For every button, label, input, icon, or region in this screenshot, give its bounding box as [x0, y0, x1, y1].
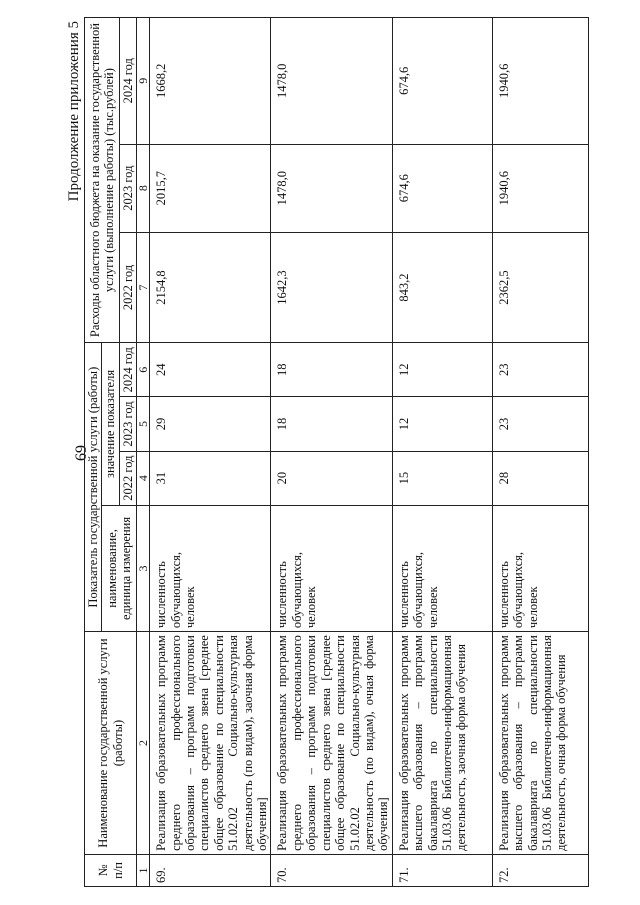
expense-2024: 1668,2	[150, 18, 271, 145]
service-name: Реализация образовательных программ среднего профессионального образования – программ подготовки специалистов среднего звена [среднее общее образование по специальности 51.02.02 Социально-культурная деятельность (по видам), заочная форма обучения]	[150, 632, 271, 855]
row-number: 69.	[150, 854, 271, 886]
column-number: 4	[137, 451, 150, 505]
page-number: 69	[73, 445, 90, 461]
value-2024: 24	[150, 343, 271, 397]
value-2023: 23	[492, 397, 588, 451]
column-number: 1	[137, 854, 150, 886]
service-name: Реализация образовательных программ высшего образования – программ бакалавриата по специальности 51.03.06 Библиотечно-информационная деятельность, очная форма обучения	[492, 632, 588, 855]
header-value-group: значение показателя	[102, 343, 119, 506]
header-indicator-group: Показатель государственной услуги (работы)	[85, 343, 102, 632]
row-number: 70.	[271, 854, 392, 886]
column-number: 5	[137, 397, 150, 451]
header-year: 2022 год	[119, 232, 136, 342]
table-row	[492, 18, 588, 887]
column-number: 9	[137, 18, 150, 145]
rotated-page-content	[64, 17, 604, 887]
expense-2023: 1940,6	[492, 144, 588, 232]
service-name: Реализация образовательных программ высшего образования – программ бакалавриата по специальности 51.03.06 Библиотечно-информационная деятельность, заочная форма обучения	[392, 632, 492, 855]
header-year: 2023 год	[119, 144, 136, 232]
table-header	[85, 18, 150, 887]
header-unit: наименование, единица измерения	[102, 505, 137, 631]
table-row	[150, 18, 271, 887]
expense-2022: 843,2	[392, 232, 492, 342]
column-number: 2	[137, 632, 150, 855]
appendix-caption: Продолжение приложения 5	[66, 21, 82, 202]
value-2022: 15	[392, 451, 492, 505]
header-year: 2024 год	[119, 343, 136, 397]
expense-2024: 1478,0	[271, 18, 392, 145]
column-number: 3	[137, 505, 150, 631]
indicator-unit: численность обучающихся, человек	[150, 505, 271, 631]
column-number: 8	[137, 144, 150, 232]
value-2023: 18	[271, 397, 392, 451]
column-number: 7	[137, 232, 150, 342]
expense-2023: 2015,7	[150, 144, 271, 232]
column-number: 6	[137, 343, 150, 397]
value-2024: 18	[271, 343, 392, 397]
header-no: № п/п	[85, 854, 137, 886]
service-name: Реализация образовательных программ среднего профессионального образования – программ подготовки специалистов среднего звена [среднее общее образование по специальности 51.02.02 Социально-культурная деятельность (по видам), очная форма обучения]	[271, 632, 392, 855]
header-year: 2024 год	[119, 18, 136, 145]
expense-2024: 1940,6	[492, 18, 588, 145]
indicator-unit: численность обучающихся, человек	[492, 505, 588, 631]
value-2024: 12	[392, 343, 492, 397]
value-2024: 23	[492, 343, 588, 397]
header-expenses: Расходы областного бюджета на оказание государственной услуги (выполнение работы) (тыс.рублей)	[85, 18, 120, 343]
indicator-unit: численность обучающихся, человек	[392, 505, 492, 631]
value-2023: 12	[392, 397, 492, 451]
indicator-unit: численность обучающихся, человек	[271, 505, 392, 631]
expense-2024: 674,6	[392, 18, 492, 145]
header-year: 2022 год	[119, 451, 136, 505]
row-number: 71.	[392, 854, 492, 886]
expense-2023: 1478,0	[271, 144, 392, 232]
table-row	[271, 18, 392, 887]
expense-2022: 2154,8	[150, 232, 271, 342]
value-2022: 20	[271, 451, 392, 505]
value-2023: 29	[150, 397, 271, 451]
expense-2023: 674,6	[392, 144, 492, 232]
services-table	[84, 17, 589, 887]
row-number: 72.	[492, 854, 588, 886]
expense-2022: 1642,3	[271, 232, 392, 342]
header-service-name: Наименование государственной услуги (работы)	[85, 632, 137, 855]
value-2022: 28	[492, 451, 588, 505]
table-row	[392, 18, 492, 887]
expense-2022: 2362,5	[492, 232, 588, 342]
header-year: 2023 год	[119, 397, 136, 451]
value-2022: 31	[150, 451, 271, 505]
